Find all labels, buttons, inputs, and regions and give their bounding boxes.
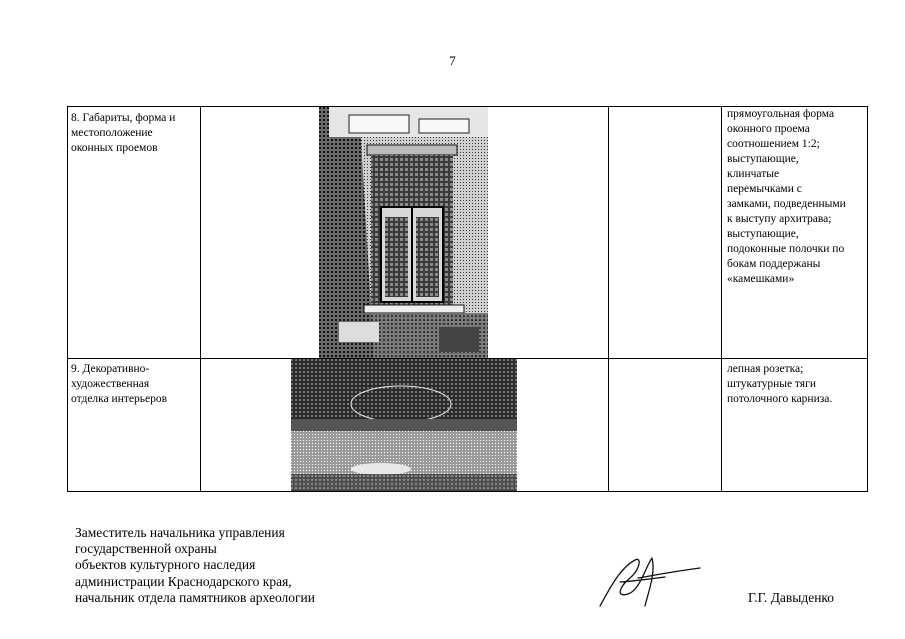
table-border-right: [867, 106, 868, 492]
row-label: 8. Габариты, форма и местоположение оконных проемов: [71, 112, 176, 154]
signature-title-line: государственной охраны: [75, 541, 217, 557]
signature-title-line: администрации Краснодарского края,: [75, 573, 292, 589]
table-border-bottom: [67, 491, 868, 492]
window-photo-icon: [319, 107, 488, 358]
signature-title-line: объектов культурного наследия: [75, 557, 256, 573]
row-description: лепная розетка; штукатурные тяги потолочного карниза.: [727, 363, 833, 405]
signature-title-line: Заместитель начальника управления: [75, 525, 285, 540]
table-border-left: [67, 106, 68, 492]
row-label: 9. Декоративно- художественная отделка интерьеров: [71, 363, 168, 405]
signature-block: [75, 525, 315, 606]
signer-name: Г.Г. Давыденко: [748, 590, 835, 605]
signature-title-line: начальник отдела памятников археологии: [75, 589, 315, 605]
table-col-divider: [200, 106, 201, 492]
page-number: 7: [449, 53, 456, 68]
table-col-divider: [721, 106, 722, 492]
row-description: прямоугольная форма оконного проема соотношением 1:2; выступающие, клинчатые перемычками с замками, подведенными к выступу архитрава; выступающие, подоконные полочки по бокам поддержаны «камешками»: [727, 108, 846, 285]
handwritten-signature: [590, 548, 710, 610]
interior-photo-icon: [291, 359, 517, 491]
table-col-divider: [608, 106, 609, 492]
